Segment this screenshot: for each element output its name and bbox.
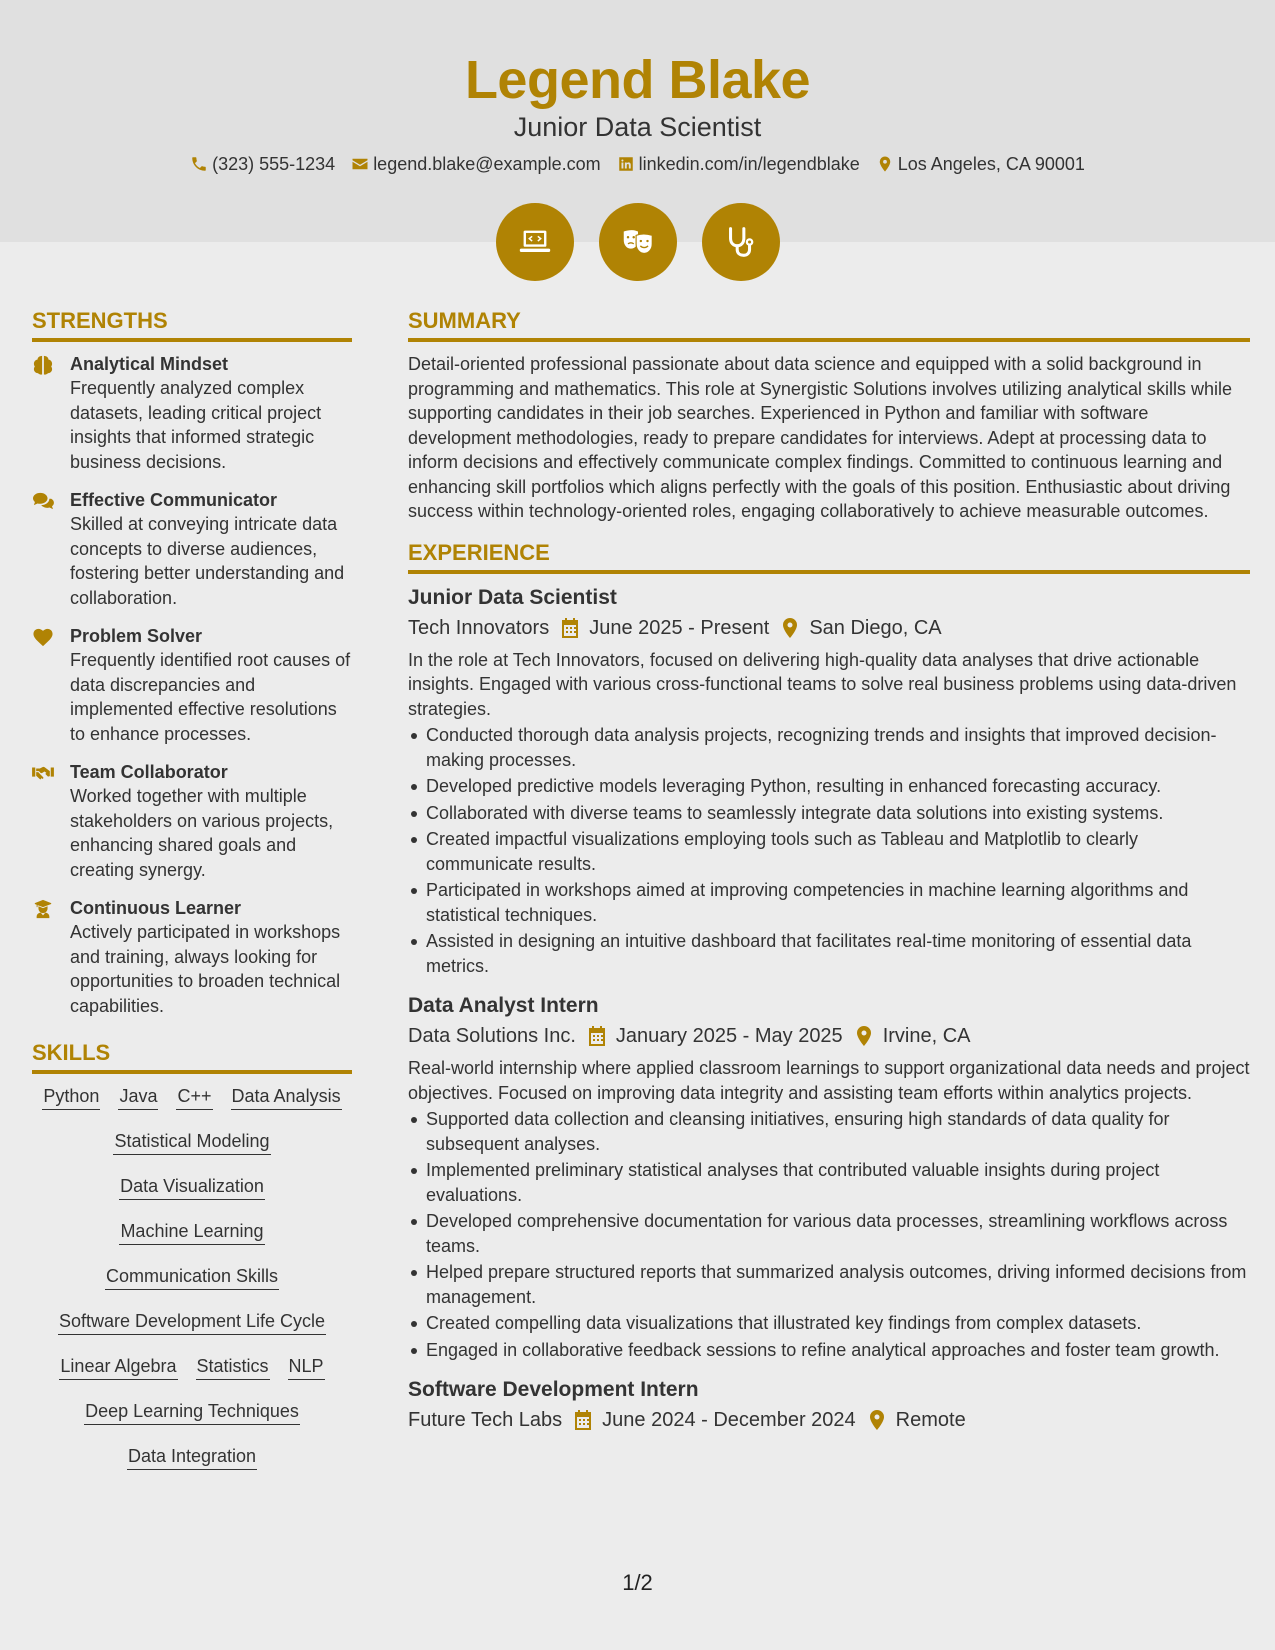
strength-desc: Actively participated in workshops and training, always looking for opportunities to broaden technical capabilities.	[70, 922, 341, 1016]
job-location: San Diego, CA	[809, 616, 942, 639]
skills-list	[32, 1084, 352, 1470]
skill-tag: Deep Learning Techniques	[84, 1399, 300, 1425]
skill-tag: Statistical Modeling	[113, 1129, 270, 1155]
skill-row	[32, 1219, 352, 1245]
job-bullet: Implemented preliminary statistical analyses that contributed valuable insights during project evaluations.	[408, 1158, 1250, 1207]
skill-tag: Python	[42, 1084, 100, 1110]
calendar-icon	[574, 1410, 592, 1430]
skills-title: SKILLS	[32, 1038, 352, 1074]
job-entry	[408, 992, 1250, 1362]
job-bullet: Created compelling data visualizations that illustrated key findings from complex datasets.	[408, 1311, 1250, 1336]
brain-icon	[32, 355, 54, 375]
map-pin-icon	[876, 155, 894, 173]
job-location: Remote	[895, 1409, 966, 1431]
job-bullet: Participated in workshops aimed at improving competencies in machine learning algorithms and statistical techniques.	[408, 878, 1250, 927]
interest-icons	[0, 203, 1275, 281]
job-entry	[408, 1376, 1250, 1434]
skill-tag: C++	[176, 1084, 212, 1110]
skill-row	[32, 1354, 352, 1380]
job-bullet: Conducted thorough data analysis projects, recognizing trends and insights that improved decision-making processes.	[408, 723, 1250, 772]
interest-theater	[599, 203, 677, 281]
strength-desc: Worked together with multiple stakeholders on various projects, enhancing shared goals and creating synergy.	[70, 786, 334, 880]
skill-row	[32, 1174, 352, 1200]
skill-row	[32, 1399, 352, 1425]
skill-row	[32, 1444, 352, 1470]
strengths-title: STRENGTHS	[32, 306, 352, 342]
skill-tag: Communication Skills	[105, 1264, 279, 1290]
job-dates: June 2024 - December 2024	[602, 1409, 856, 1431]
job-dates: January 2025 - May 2025	[615, 1025, 843, 1047]
job-dates: June 2025 - Present	[589, 616, 770, 639]
job-title: Junior Data Scientist	[408, 585, 617, 609]
skill-tag: Statistics	[196, 1354, 270, 1380]
job-bullet: Engaged in collaborative feedback sessions to refine analytical approaches and foster team growth.	[408, 1338, 1250, 1363]
strength-title: Effective Communicator	[70, 490, 278, 510]
job-meta	[408, 1022, 1250, 1050]
strength-title: Continuous Learner	[70, 898, 242, 918]
right-column	[408, 306, 1250, 1440]
linkedin-text: linkedin.com/in/legendblake	[638, 154, 860, 174]
location-text: Los Angeles, CA 90001	[897, 154, 1085, 174]
strength-item	[32, 624, 352, 746]
strength-title: Problem Solver	[70, 626, 203, 646]
theater-masks-icon	[619, 223, 657, 261]
skill-tag: Linear Algebra	[59, 1354, 177, 1380]
summary-title: SUMMARY	[408, 306, 1250, 342]
job-title: Software Development Intern	[408, 1378, 699, 1401]
skill-tag: Data Analysis	[231, 1084, 342, 1110]
job-description: Real-world internship where applied classroom learnings to support organizational data needs and project objectives. Focused on improving data integrity and assisting team efforts within analytics projects.	[408, 1058, 1250, 1103]
calendar-icon	[561, 618, 579, 638]
skill-tag: NLP	[288, 1354, 325, 1380]
contact-phone[interactable]	[190, 152, 335, 176]
job-company: Tech Innovators	[408, 616, 550, 639]
experience-title: EXPERIENCE	[408, 538, 1250, 574]
skill-tag: Data Integration	[127, 1444, 257, 1470]
skill-row	[32, 1084, 352, 1110]
comments-icon	[32, 491, 54, 511]
contact-bar	[0, 152, 1275, 176]
strength-title: Team Collaborator	[70, 762, 228, 782]
candidate-name: Legend Blake	[464, 50, 811, 110]
job-meta	[408, 1406, 1250, 1434]
strength-item	[32, 352, 352, 474]
job-entry	[408, 584, 1250, 979]
linkedin-icon	[617, 155, 635, 173]
job-description: In the role at Tech Innovators, focused on delivering high-quality data analyses that drive actionable insights. Engaged with various cross-functional teams to solve real business problems using data-driven strategies.	[408, 649, 1237, 719]
job-bullet: Helped prepare structured reports that summarized analysis outcomes, driving informed decisions from management.	[408, 1260, 1250, 1309]
stethoscope-icon	[722, 223, 760, 261]
skill-tag: Data Visualization	[119, 1174, 265, 1200]
job-bullet: Created impactful visualizations employing tools such as Tableau and Matplotlib to clearly communicate results.	[408, 827, 1250, 876]
skill-tag: Software Development Life Cycle	[58, 1309, 326, 1335]
left-column	[32, 306, 352, 1489]
heart-icon	[32, 627, 54, 647]
strength-desc: Frequently identified root causes of data discrepancies and implemented effective resolutions to enhance processes.	[70, 650, 351, 744]
envelope-icon	[351, 155, 369, 173]
job-bullet: Developed predictive models leveraging Python, resulting in enhanced forecasting accuracy.	[408, 774, 1250, 799]
phone-text: (323) 555-1234	[212, 154, 336, 174]
candidate-role: Junior Data Scientist	[513, 112, 762, 142]
interest-medicine	[702, 203, 780, 281]
job-bullet: Developed comprehensive documentation for various data processes, streamlining workflows across teams.	[408, 1209, 1250, 1258]
skill-tag: Machine Learning	[119, 1219, 264, 1245]
contact-email[interactable]	[351, 152, 600, 176]
strength-desc: Skilled at conveying intricate data concepts to diverse audiences, fostering better understanding and collaboration.	[70, 514, 345, 608]
contact-location	[876, 152, 1085, 176]
job-meta	[408, 614, 1250, 642]
job-bullet: Supported data collection and cleansing initiatives, ensuring high standards of data quality for subsequent analyses.	[408, 1107, 1250, 1156]
map-pin-icon	[855, 1026, 873, 1046]
strength-item	[32, 896, 352, 1018]
skill-tag: Java	[118, 1084, 158, 1110]
contact-linkedin[interactable]	[617, 152, 860, 176]
skill-row	[32, 1264, 352, 1290]
strength-item	[32, 488, 352, 610]
job-location: Irvine, CA	[882, 1025, 971, 1047]
phone-icon	[190, 155, 208, 173]
job-company: Future Tech Labs	[408, 1409, 563, 1431]
job-bullet: Collaborated with diverse teams to seamlessly integrate data solutions into existing systems.	[408, 801, 1250, 826]
email-text: legend.blake@example.com	[373, 154, 601, 174]
map-pin-icon	[781, 618, 799, 638]
summary-text: Detail-oriented professional passionate about data science and equipped with a solid background in programming and mathematics. This role at Synergistic Solutions involves utilizing analytical skills while supporting candidates in their job searches. Experienced in Python and familiar with software development methodologies, ready to prepare candidates for interviews. Adept at processing data to inform decisions and effectively communicate complex findings. Committed to continuous learning and enhancing skill portfolios which aligns perfectly with the goals of this position. Enthusiastic about driving success within technology-oriented roles, engaging collaboratively to achieve measurable outcomes.	[408, 354, 1233, 521]
laptop-code-icon	[516, 223, 554, 261]
skill-row	[32, 1309, 352, 1335]
graduation-icon	[32, 899, 54, 919]
interest-coding	[496, 203, 574, 281]
page-number: 1/2	[622, 1570, 653, 1595]
job-title: Data Analyst Intern	[408, 994, 599, 1017]
job-bullets	[408, 1107, 1250, 1362]
job-company: Data Solutions Inc.	[408, 1025, 576, 1047]
job-bullets	[408, 723, 1250, 978]
handshake-icon	[32, 763, 54, 783]
strength-title: Analytical Mindset	[70, 354, 229, 374]
job-bullet: Assisted in designing an intuitive dashboard that facilitates real-time monitoring of essential data metrics.	[408, 929, 1250, 978]
calendar-icon	[588, 1026, 606, 1046]
map-pin-icon	[868, 1410, 886, 1430]
strength-item	[32, 760, 352, 882]
strength-desc: Frequently analyzed complex datasets, leading critical project insights that informed strategic business decisions.	[70, 378, 322, 472]
skill-row	[32, 1129, 352, 1155]
